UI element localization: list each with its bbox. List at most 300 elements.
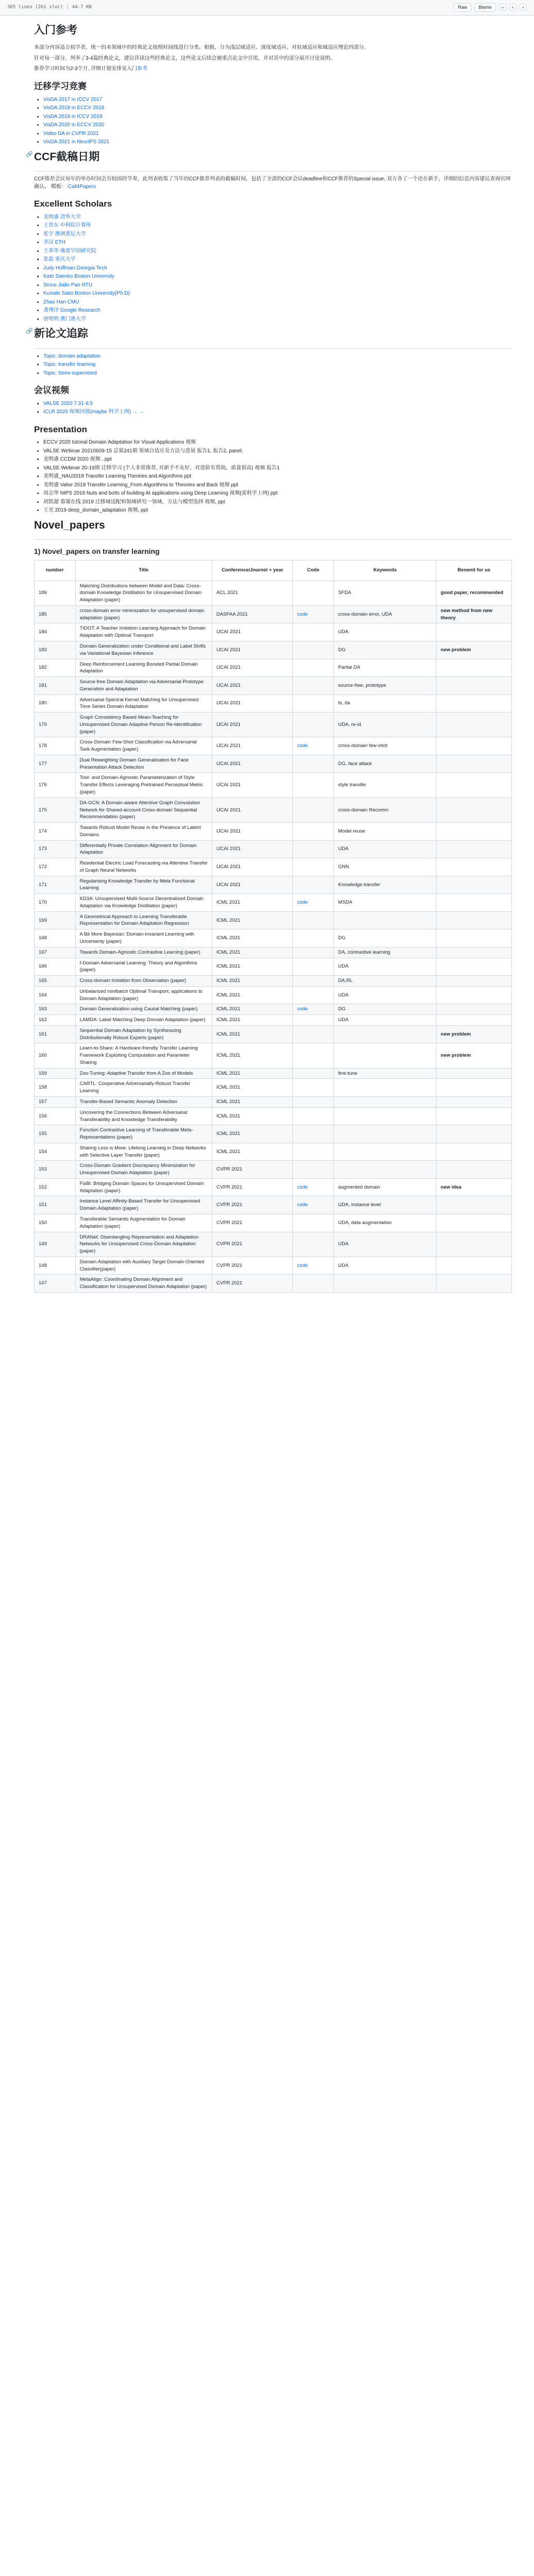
novel-papers-heading: Novel_papers: [34, 519, 105, 531]
list-item: [43, 239, 511, 247]
list-item: [43, 139, 511, 146]
table-row: [35, 1004, 512, 1015]
paper-number: 169: [35, 911, 76, 929]
list-item: [43, 307, 511, 315]
paper-number: 167: [35, 947, 76, 958]
table-row: [35, 840, 512, 858]
paper-title: Unbalanced minibatch Optimal Transport; applications to Domain Adaptation (paper): [75, 986, 212, 1004]
table-row: [35, 623, 512, 641]
paper-number: 164: [35, 986, 76, 1004]
ccf-paragraph: [34, 176, 511, 191]
list-item: • ECCV 2020 tutorial Domain Adaptation for Visual Applications 视频: [43, 439, 511, 447]
paper-keywords: UDA, instance level: [334, 1196, 437, 1214]
list-item: [43, 290, 511, 298]
paper-number: 177: [35, 755, 76, 773]
table-row: [35, 1161, 512, 1179]
list-item: [43, 222, 511, 230]
table-row: [35, 694, 512, 713]
paper-code[interactable]: code: [293, 894, 334, 912]
paper-code: [293, 911, 334, 929]
list-item: [43, 214, 511, 222]
file-actions: [454, 3, 527, 12]
paper-venue: DASFAA 2021: [212, 605, 293, 623]
paper-number: 150: [35, 1214, 76, 1232]
intro-heading: 入门参考: [34, 24, 77, 36]
presentation-list: [43, 439, 511, 515]
paper-venue: ICML 2021: [212, 1143, 293, 1161]
paper-venue: ICML 2021: [212, 1107, 293, 1125]
paper-venue: IJCAI 2021: [212, 858, 293, 876]
table-row: [35, 1068, 512, 1079]
paper-benefit: [437, 976, 512, 987]
paper-venue: IJCAI 2021: [212, 755, 293, 773]
paper-title: Regularising Knowledge Transfer by Meta Functional Learning: [75, 876, 212, 894]
list-item: • 龙明盛 CCDM 2020 视频 , ppt: [43, 456, 511, 464]
paper-venue: ICML 2021: [212, 911, 293, 929]
paper-benefit: [437, 773, 512, 798]
paper-venue: ICML 2021: [212, 1079, 293, 1097]
table-row: [35, 1196, 512, 1214]
paper-benefit: [437, 1196, 512, 1214]
list-item: [43, 113, 511, 121]
table-row: [35, 1275, 512, 1293]
paper-venue: ICML 2021: [212, 1125, 293, 1143]
paper-code[interactable]: code: [293, 605, 334, 623]
video-link[interactable]: ICLR 2020 视频回放(maybe 科学上网) → →: [43, 409, 144, 415]
paper-venue: IJCAI 2021: [212, 694, 293, 713]
competition-link[interactable]: VisDA 2020 in ECCV 2020: [43, 122, 105, 128]
paper-keywords: UDA, data augmentation: [334, 1214, 437, 1232]
paper-code: [293, 659, 334, 677]
scholar-link[interactable]: Judy Hoffman Georgia Tech: [43, 265, 107, 271]
paper-title: Uncovering the Connections Between Adversarial Transferability and Knowledge Transferability: [75, 1107, 212, 1125]
videos-list: [43, 400, 511, 416]
paper-venue: IJCAI 2021: [212, 773, 293, 798]
paper-keywords: Knowledge transfer: [334, 876, 437, 894]
paper-benefit: [437, 677, 512, 695]
divider: [34, 171, 511, 172]
paper-keywords: DG: [334, 929, 437, 947]
list-item: [43, 370, 511, 378]
paper-venue: CVPR 2021: [212, 1214, 293, 1232]
intro-reference-link[interactable]: 参考: [137, 66, 148, 72]
paper-benefit: new idea: [437, 1178, 512, 1196]
paper-keywords: UDA: [334, 1232, 437, 1257]
paper-keywords: DA,RL: [334, 976, 437, 987]
paper-title: Cross-Domain Gradient Discrepancy Minimization for Unsupervised Domain Adaptation (paper): [75, 1161, 212, 1179]
paper-number: 153: [35, 1161, 76, 1179]
paper-keywords: UDA: [334, 840, 437, 858]
scholar-link[interactable]: 张磊 重庆大学: [43, 257, 76, 263]
call4papers-link[interactable]: Call4Papers: [68, 183, 96, 190]
paper-keywords: UDA: [334, 623, 437, 641]
paper-code: [293, 840, 334, 858]
paper-number: 147: [35, 1275, 76, 1293]
paper-keywords: UDA: [334, 958, 437, 976]
paper-code: [293, 755, 334, 773]
paper-number: 151: [35, 1196, 76, 1214]
paper-number: 149: [35, 1232, 76, 1257]
paper-keywords: GNN: [334, 858, 437, 876]
scholar-link[interactable]: 王晋东 中科院计算所: [43, 223, 91, 229]
table-row: [35, 605, 512, 623]
paper-venue: ICML 2021: [212, 1004, 293, 1015]
table-row: [35, 976, 512, 987]
paper-benefit: [437, 623, 512, 641]
paper-keywords: style transfer: [334, 773, 437, 798]
paper-keywords: cross-domain error, UDA: [334, 605, 437, 623]
table-row: [35, 911, 512, 929]
ccf-heading: [26, 149, 511, 167]
list-item: [43, 361, 511, 369]
paper-keywords: Model reuse: [334, 823, 437, 841]
paper-venue: ACL 2021: [212, 581, 293, 605]
paper-code: [293, 1161, 334, 1179]
paper-code: [293, 694, 334, 713]
paper-venue: ICML 2021: [212, 1097, 293, 1108]
paper-code: [293, 677, 334, 695]
paper-benefit: [437, 1214, 512, 1232]
paper-venue: ICML 2021: [212, 1025, 293, 1043]
paper-number: 170: [35, 894, 76, 912]
paper-venue: CVPR 2021: [212, 1232, 293, 1257]
paper-title: Sharing Less is More: Lifelong Learning in Deep Networks with Selective Layer Transfer (paper): [75, 1143, 212, 1161]
blame-button[interactable]: Blame: [474, 3, 496, 12]
paper-number: 156: [35, 1107, 76, 1125]
paper-benefit: [437, 876, 512, 894]
paper-keywords: [334, 1161, 437, 1179]
paper-keywords: [334, 1097, 437, 1108]
table-row: [35, 876, 512, 894]
paper-title: LAMDA: Label Matching Deep Domain Adaptation (paper): [75, 1015, 212, 1026]
paper-title: KD3A: Unsupervised Multi-Source Decentralized Domain Adaptation via Knowledge Distillation (paper): [75, 894, 212, 912]
separator: |: [66, 4, 69, 10]
table-row: [35, 737, 512, 755]
scholar-link[interactable]: 唐明明 澳门港大学: [43, 316, 86, 322]
paper-benefit: new problem: [437, 1025, 512, 1043]
list-item: • 王光 2019 deep_domain_adaptation 视频, ppt: [43, 507, 511, 515]
file-info: [7, 4, 92, 11]
paper-code: [293, 958, 334, 976]
paper-number: 180: [35, 694, 76, 713]
paper-number: 181: [35, 677, 76, 695]
paper-benefit: [437, 1015, 512, 1026]
paper-keywords: [334, 1025, 437, 1043]
paper-keywords: MSDA: [334, 894, 437, 912]
paper-title: Domain Generalization under Conditional and Label Shifts via Variational Bayesian Inference: [75, 641, 212, 659]
paper-benefit: [437, 798, 512, 822]
paper-code[interactable]: code: [293, 1196, 334, 1214]
table-row: [35, 659, 512, 677]
anchor-link-icon[interactable]: 🔗: [26, 328, 33, 335]
list-item: [43, 400, 511, 408]
competition-link[interactable]: VisDA 2017 in ICCV 2017: [43, 96, 103, 103]
file-header: [0, 0, 534, 15]
paper-benefit: [437, 1143, 512, 1161]
paper-code: [293, 823, 334, 841]
paper-benefit: [437, 1161, 512, 1179]
paper-number: 179: [35, 713, 76, 737]
list-item: • 周志华 NIPS 2016 Nuts and bolts of building AI applications using Deep Learning 视频(需科学上网) ppt: [43, 490, 511, 498]
paper-benefit: [437, 659, 512, 677]
paper-title: Towards Domain-Agnostic Contrastive Learning (paper): [75, 947, 212, 958]
scholar-link[interactable]: Kate Saenko Boston University: [43, 274, 114, 280]
file-size: 44.7 KB: [72, 4, 92, 10]
paper-code[interactable]: code: [293, 1178, 334, 1196]
paper-benefit: [437, 823, 512, 841]
scholar-link[interactable]: Zhao Han CMU: [43, 299, 79, 305]
table-row: [35, 1043, 512, 1068]
scholar-link[interactable]: Kuniaki Saito Boston University(Ph.D): [43, 291, 130, 297]
paper-code: [293, 858, 334, 876]
paper-benefit: [437, 1068, 512, 1079]
paper-venue: CVPR 2021: [212, 1178, 293, 1196]
paper-keywords: DG: [334, 1004, 437, 1015]
list-item: [43, 105, 511, 112]
paper-benefit: [437, 947, 512, 958]
paper-code: [293, 1232, 334, 1257]
paper-venue: IJCAI 2021: [212, 823, 293, 841]
paper-number: 185: [35, 605, 76, 623]
topic-link[interactable]: Topic: transfer learning: [43, 362, 96, 368]
paper-title: Transferable Semantic Augmentation for Domain Adaptation (paper): [75, 1214, 212, 1232]
paper-venue: ICML 2021: [212, 894, 293, 912]
paper-venue: ICML 2021: [212, 1015, 293, 1026]
paper-keywords: [334, 1275, 437, 1293]
paper-number: 172: [35, 858, 76, 876]
table-row: [35, 1178, 512, 1196]
paper-number: 175: [35, 798, 76, 822]
competition-link[interactable]: VisDA 2018 in ECCV 2018: [43, 105, 105, 111]
paper-code[interactable]: code: [293, 737, 334, 755]
paper-keywords: [334, 1143, 437, 1161]
table-row: [35, 929, 512, 947]
ccf-title: CCF截稿日期: [34, 150, 100, 163]
column-header: number: [35, 560, 76, 581]
paper-benefit: [437, 694, 512, 713]
paper-number: 162: [35, 1015, 76, 1026]
paper-benefit: [437, 840, 512, 858]
scholar-link[interactable]: 龚博洋 Google Research: [43, 308, 101, 314]
paper-code[interactable]: code: [293, 1257, 334, 1275]
presentation-heading: Presentation: [34, 424, 87, 434]
paper-code: [293, 623, 334, 641]
paper-venue: IJCAI 2021: [212, 659, 293, 677]
intro-paragraph-3: [34, 65, 511, 73]
table-row: [35, 1125, 512, 1143]
paper-keywords: cross-domain few-shot: [334, 737, 437, 755]
scholar-link[interactable]: 王革华 佛蒙罕国研究院: [43, 248, 96, 254]
paper-number: 154: [35, 1143, 76, 1161]
paper-benefit: new problem: [437, 1043, 512, 1068]
paper-venue: IJCAI 2021: [212, 876, 293, 894]
paper-title: Deep Reinforcement Learning Boosted Partial Domain Adaptation: [75, 659, 212, 677]
paper-number: 174: [35, 823, 76, 841]
paper-title: Source-free Domain Adaptation via Adversarial Prototype Generation and Adaptation: [75, 677, 212, 695]
topic-link[interactable]: Topic: Semi-supervised: [43, 370, 97, 376]
paper-number: 160: [35, 1043, 76, 1068]
video-link[interactable]: VALSE 2020 7.31-8.5: [43, 400, 93, 406]
topic-link[interactable]: Topic: domain adaptation: [43, 353, 101, 359]
scholar-link[interactable]: 张宇 澳洲悉尼大学: [43, 231, 86, 237]
paper-keywords: cross-domain Recomm: [334, 798, 437, 822]
paper-title: FixBi: Bridging Domain Spaces for Unsupervised Domain Adaptation (paper): [75, 1178, 212, 1196]
table-row: [35, 773, 512, 798]
papers-table: [34, 560, 512, 1293]
paper-title: Zoo-Tuning: Adaptive Transfer from A Zoo of Models: [75, 1068, 212, 1079]
paper-title: Dual Reweighting Domain Generalization for Face Presentation Attack Detection: [75, 755, 212, 773]
paper-title: f-Domain Adversarial Learning: Theory and Algorithms (paper): [75, 958, 212, 976]
list-item: [43, 248, 511, 256]
competition-list: [43, 96, 511, 146]
paper-benefit: [437, 911, 512, 929]
list-item: [43, 130, 511, 138]
table-row: [35, 581, 512, 605]
paper-title: Towards Robust Model Reuse in the Presence of Latent Domains: [75, 823, 212, 841]
raw-button[interactable]: Raw: [454, 3, 471, 12]
desktop-icon[interactable]: ▭: [499, 4, 506, 11]
list-item: [43, 353, 511, 361]
paper-number: 148: [35, 1257, 76, 1275]
paper-title: A Geometrical Approach to Learning Transferable Representation for Domain Adaptation Regression: [75, 911, 212, 929]
paper-keywords: DA, contrastive learning: [334, 947, 437, 958]
paper-title: Graph Consistency Based Mean-Teaching for Unsupervised Domain Adaptive Person Re-Identification (paper): [75, 713, 212, 737]
scholar-link[interactable]: 龙明盛 清华大学: [43, 214, 81, 220]
paper-number: 178: [35, 737, 76, 755]
column-header: Code: [293, 560, 334, 581]
list-item: • 龙明盛 Valse 2019 Transfer Learning_From Algorithms to Theories and Back 视频 ppt: [43, 482, 511, 489]
paper-venue: ICML 2021: [212, 958, 293, 976]
paper-keywords: UDA: [334, 1257, 437, 1275]
paper-code: [293, 1068, 334, 1079]
paper-keywords: [334, 911, 437, 929]
paper-code: [293, 1043, 334, 1068]
paper-number: 186: [35, 581, 76, 605]
anchor-link-icon[interactable]: 🔗: [26, 151, 33, 158]
line-count: 305 lines (261 sloc): [7, 4, 63, 10]
paper-benefit: [437, 1097, 512, 1108]
paper-code: [293, 1107, 334, 1125]
edit-icon[interactable]: ✎: [509, 4, 516, 11]
intro-text: 推荐学习时间为2-3个月, 详细计划安排见入门: [34, 66, 138, 72]
table-row: [35, 1025, 512, 1043]
paper-title: TIDOT: A Teacher Imitation Learning Approach for Domain Adaptation with Optimal Transport: [75, 623, 212, 641]
list-item: [43, 265, 511, 273]
paper-number: 176: [35, 773, 76, 798]
table-row: [35, 713, 512, 737]
column-header: Conference/Journel + year: [212, 560, 293, 581]
paper-title: Sequential Domain Adaptation by Synthesizing Distributionally Robust Experts (paper): [75, 1025, 212, 1043]
paper-benefit: [437, 737, 512, 755]
paper-code: [293, 1015, 334, 1026]
scholar-link[interactable]: 李汉 ETH: [43, 240, 65, 246]
novel-papers-subheading: 1) Novel_papers on transfer learning: [34, 547, 160, 556]
paper-venue: ICML 2021: [212, 1068, 293, 1079]
competition-link[interactable]: VisDA 2019 in ICCV 2019: [43, 113, 103, 120]
table-row: [35, 677, 512, 695]
list-item: [43, 231, 511, 239]
column-header: Title: [75, 560, 212, 581]
list-item: [43, 282, 511, 290]
paper-benefit: [437, 894, 512, 912]
table-row: [35, 1079, 512, 1097]
paper-keywords: fine-tune: [334, 1068, 437, 1079]
divider: [34, 348, 511, 349]
paper-venue: ICML 2021: [212, 1043, 293, 1068]
competition-link[interactable]: Video DA in CVPR 2021: [43, 130, 99, 137]
paper-venue: IJCAI 2021: [212, 737, 293, 755]
paper-code: [293, 1125, 334, 1143]
paper-number: 173: [35, 840, 76, 858]
papers-table-body: [35, 581, 512, 1292]
paper-title: Learn-to-Share: A Hardware-friendly Transfer Learning Framework Exploiting Computation and Parameter Sharing: [75, 1043, 212, 1068]
column-header: Keywords: [334, 560, 437, 581]
table-header-row: [35, 560, 512, 581]
paper-code: [293, 986, 334, 1004]
paper-number: 182: [35, 659, 76, 677]
paper-number: 166: [35, 958, 76, 976]
list-item: • 龙明盛_NAU2019 Transfer Learning Theories and Algorithms ppt: [43, 473, 511, 481]
paper-code: [293, 929, 334, 947]
paper-title: Adversarial Spectral Kernel Matching for Unsupervised Time Series Domain Adaptation: [75, 694, 212, 713]
table-row: [35, 1214, 512, 1232]
paper-benefit: [437, 713, 512, 737]
paper-venue: ICML 2021: [212, 976, 293, 987]
paper-number: 152: [35, 1178, 76, 1196]
competition-link[interactable]: VisDA 2021 in NeurIPS 2021: [43, 139, 110, 145]
paper-number: 158: [35, 1079, 76, 1097]
scholars-list: [43, 214, 511, 324]
paper-venue: ICML 2021: [212, 929, 293, 947]
paper-venue: IJCAI 2021: [212, 623, 293, 641]
paper-title: cross-domain error minimization for unsupervised domain adaptation (paper): [75, 605, 212, 623]
paper-keywords: [334, 1125, 437, 1143]
paper-number: 183: [35, 641, 76, 659]
tracking-title: 新论文追踪: [34, 328, 88, 340]
list-item: [43, 273, 511, 281]
paper-keywords: UDA: [334, 986, 437, 1004]
paper-venue: IJCAI 2021: [212, 677, 293, 695]
paper-venue: IJCAI 2021: [212, 798, 293, 822]
paper-title: Differentially Private Correlation Alignment for Domain Adaptation: [75, 840, 212, 858]
delete-icon[interactable]: ✕: [520, 4, 527, 11]
table-row: [35, 1232, 512, 1257]
paper-code[interactable]: code: [293, 1004, 334, 1015]
list-item: [43, 316, 511, 324]
paper-number: 157: [35, 1097, 76, 1108]
paper-keywords: [334, 1079, 437, 1097]
paper-code: [293, 713, 334, 737]
paper-benefit: [437, 755, 512, 773]
paper-title: Transfer-Based Semantic Anomaly Detection: [75, 1097, 212, 1108]
paper-title: CARTL: Cooperative Adversarially-Robust Transfer Learning: [75, 1079, 212, 1097]
paper-title: DA-GCN: A Domain-aware Attentive Graph Convolution Network for Shared-account Cross-domain Sequential Recommendation (paper): [75, 798, 212, 822]
paper-title: Domain Adaptation with Auxiliary Target Domain-Oriented Classifier(paper): [75, 1257, 212, 1275]
table-row: [35, 947, 512, 958]
paper-benefit: [437, 1275, 512, 1293]
scholar-link[interactable]: Sinno Jialin Pan NTU: [43, 282, 93, 288]
paper-title: Tool- and Domain-Agnostic Parameterization of Style Transfer Effects Leveraging Pretrained Perceptual Metric (paper): [75, 773, 212, 798]
paper-title: DRANet: Disentangling Representation and Adaptation Networks for Unsupervised Cross-Domain Adaptation (paper): [75, 1232, 212, 1257]
paper-code: [293, 1143, 334, 1161]
paper-number: 171: [35, 876, 76, 894]
list-item: [43, 96, 511, 104]
scholars-heading: Excellent Scholars: [34, 199, 112, 209]
paper-code: [293, 773, 334, 798]
paper-keywords: augmented domain: [334, 1178, 437, 1196]
paper-venue: CVPR 2021: [212, 1196, 293, 1214]
paper-benefit: good paper, recommended: [437, 581, 512, 605]
